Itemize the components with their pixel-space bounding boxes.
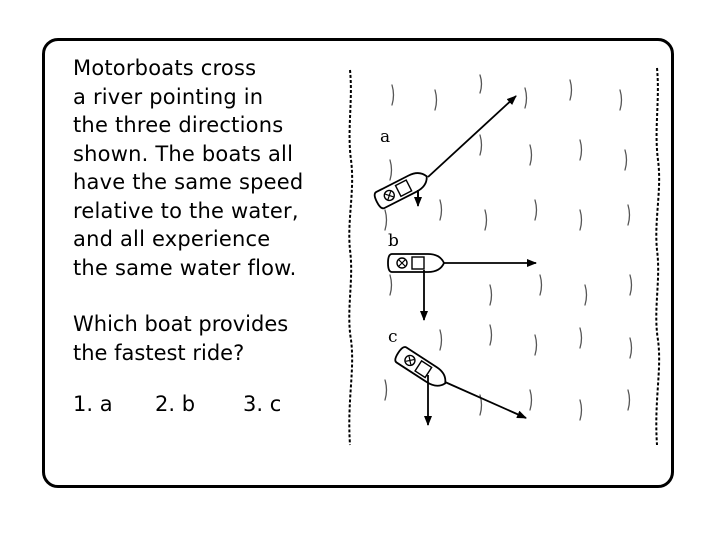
boat-label-c: c	[388, 327, 398, 347]
left-riverbank	[349, 70, 352, 445]
boat-c	[393, 345, 450, 391]
choice-c[interactable]: 3. c	[243, 392, 282, 416]
boat-a-heading-arrow	[428, 96, 516, 177]
question-line: a river pointing in	[73, 84, 264, 109]
boat-label-a: a	[380, 127, 391, 147]
boat-b	[388, 254, 444, 272]
question-line: relative to the water,	[73, 198, 299, 223]
prompt-text	[73, 310, 353, 367]
question-line: and all experience	[73, 227, 271, 251]
boat-label-b: b	[388, 231, 399, 251]
question-line: the three directions	[73, 113, 284, 137]
boat-c-heading-arrow	[445, 382, 526, 418]
river-diagram	[330, 60, 670, 450]
question-line: Motorboats cross	[73, 56, 257, 80]
choice-a[interactable]: 1. a	[73, 392, 113, 416]
question-line: shown. The boats all	[73, 141, 294, 166]
question-line: have the same speed	[73, 170, 304, 194]
choice-b[interactable]: 2. b	[155, 392, 196, 416]
question-line: the same water flow.	[73, 255, 297, 280]
question-text	[73, 54, 353, 282]
prompt-line: the fastest ride?	[73, 340, 245, 365]
prompt-line: Which boat provides	[73, 312, 289, 336]
boat-a	[373, 168, 431, 209]
right-riverbank	[656, 68, 659, 445]
